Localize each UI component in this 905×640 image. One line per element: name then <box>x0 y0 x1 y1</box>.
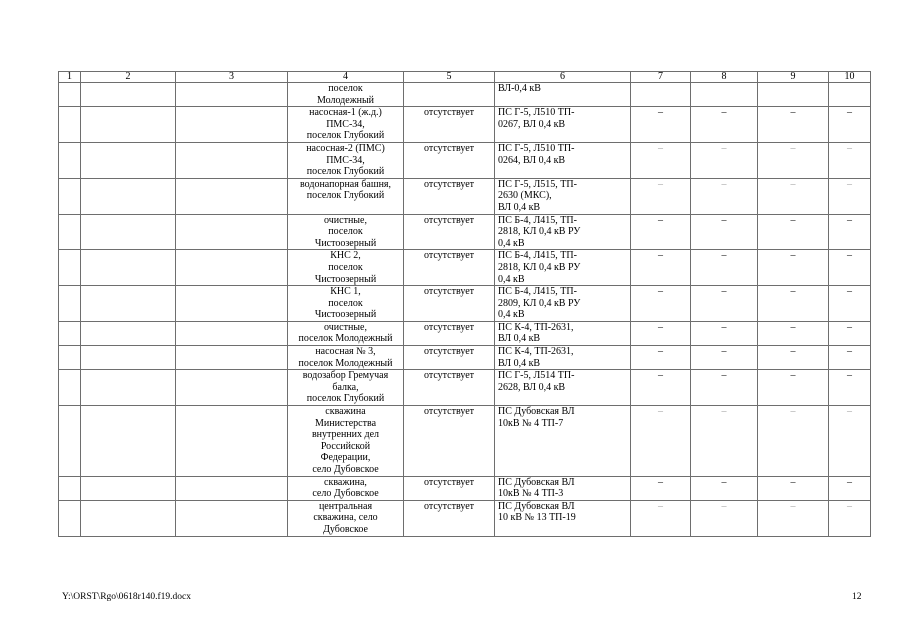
status-cell: отсутствует <box>404 500 495 536</box>
power-source-cell <box>495 346 631 370</box>
status-cell: отсутствует <box>404 286 495 322</box>
empty-cell <box>59 476 81 500</box>
dash-cell: – <box>691 476 758 500</box>
table-row <box>59 321 871 345</box>
column-header: 1 <box>59 72 81 83</box>
object-name-line: ПМС-34, <box>326 118 365 130</box>
power-source-line: 0267, ВЛ 0,4 кВ <box>498 118 566 130</box>
dash-cell: – <box>829 178 871 214</box>
empty-cell <box>176 476 288 500</box>
empty-cell <box>59 142 81 178</box>
dash-cell: – <box>829 476 871 500</box>
object-name-cell <box>288 142 404 178</box>
dash-cell: – <box>758 214 829 250</box>
empty-cell <box>81 406 176 477</box>
object-name-line: поселок <box>328 226 363 238</box>
object-name-cell <box>288 286 404 322</box>
object-name-cell <box>288 476 404 500</box>
object-name-line: Молодежный <box>316 94 375 106</box>
dash-cell: – <box>758 370 829 406</box>
column-header: 4 <box>288 72 404 83</box>
empty-cell <box>176 178 288 214</box>
dash-cell: – <box>829 370 871 406</box>
power-source-line: 10кВ № 4 ТП-7 <box>498 417 564 429</box>
dash-cell: – <box>758 107 829 143</box>
header-row <box>59 72 871 83</box>
power-source-line: ПС Б-4, Л415, ТП- <box>498 214 577 226</box>
power-source-line: ПС Дубовская ВЛ <box>498 500 575 512</box>
object-name-cell <box>288 321 404 345</box>
object-name-cell <box>288 214 404 250</box>
empty-cell <box>176 370 288 406</box>
object-name-line: Федерации, <box>320 452 371 464</box>
column-header: 10 <box>829 72 871 83</box>
table-row <box>59 142 871 178</box>
empty-cell <box>81 346 176 370</box>
empty-cell <box>81 142 176 178</box>
power-source-cell <box>495 178 631 214</box>
table-row <box>59 500 871 536</box>
power-source-line: ПС Дубовская ВЛ <box>498 406 575 418</box>
power-source-line: ПС Г-5, Л514 ТП- <box>498 370 575 382</box>
empty-cell <box>176 500 288 536</box>
empty-cell <box>81 286 176 322</box>
column-header: 6 <box>495 72 631 83</box>
object-name-line: поселок Молодежный <box>298 333 393 345</box>
empty-cell <box>176 286 288 322</box>
power-source-line: 2818, КЛ 0,4 кВ РУ <box>498 226 581 238</box>
object-name-line: насосная № 3, <box>315 346 376 358</box>
table-row <box>59 476 871 500</box>
dash-cell: – <box>631 250 691 286</box>
dash-cell: – <box>691 321 758 345</box>
object-name-line: КНС 1, <box>330 286 361 298</box>
page-number: 12 <box>852 592 862 602</box>
object-name-line: Министерства <box>314 417 377 429</box>
power-source-line: 10 кВ № 13 ТП-19 <box>498 512 576 524</box>
status-cell: отсутствует <box>404 406 495 477</box>
object-name-line: насосная-1 (ж.д.) <box>309 107 382 119</box>
dash-cell: – <box>829 321 871 345</box>
empty-cell <box>176 142 288 178</box>
dash-cell: – <box>829 346 871 370</box>
power-source-line: 2630 (МКС), <box>498 190 552 202</box>
power-source-line: 0,4 кВ <box>498 309 525 321</box>
object-name-line: водонапорная башня, <box>299 178 392 190</box>
table-row <box>59 406 871 477</box>
power-source-cell <box>495 476 631 500</box>
dash-cell: – <box>758 476 829 500</box>
object-name-line: скважина, село <box>313 512 378 524</box>
power-source-cell <box>495 107 631 143</box>
power-source-line: 2809, КЛ 0,4 кВ РУ <box>498 297 581 309</box>
empty-cell <box>59 83 81 107</box>
power-source-line: ПС Г-5, Л510 ТП- <box>498 107 575 119</box>
table-row <box>59 286 871 322</box>
dash-cell: – <box>631 476 691 500</box>
power-source-cell <box>495 214 631 250</box>
status-cell: отсутствует <box>404 107 495 143</box>
empty-cell <box>81 214 176 250</box>
status-cell: отсутствует <box>404 178 495 214</box>
table-row <box>59 107 871 143</box>
object-name-cell <box>288 83 404 107</box>
dash-cell: – <box>631 142 691 178</box>
power-source-line: ПС Б-4, Л415, ТП- <box>498 286 577 298</box>
power-source-line: 2628, ВЛ 0,4 кВ <box>498 381 566 393</box>
dash-cell: – <box>691 346 758 370</box>
empty-cell <box>59 346 81 370</box>
object-name-line: водозабор Гремучая <box>302 370 389 382</box>
object-name-line: внутренних дел <box>311 429 380 441</box>
empty-cell <box>81 178 176 214</box>
object-name-line: скважина <box>325 406 366 418</box>
empty-cell <box>176 346 288 370</box>
dash-cell: – <box>631 107 691 143</box>
dash-cell: – <box>758 142 829 178</box>
status-cell: отсутствует <box>404 142 495 178</box>
object-name-line: поселок Молодежный <box>298 357 393 369</box>
empty-cell <box>176 250 288 286</box>
empty-cell <box>176 406 288 477</box>
dash-cell: – <box>758 250 829 286</box>
object-name-line: Чистоозерный <box>314 309 377 321</box>
power-source-line: ПС К-4, ТП-2631, <box>498 321 574 333</box>
dash-cell: – <box>758 346 829 370</box>
dash-cell <box>829 83 871 107</box>
object-name-line: поселок <box>328 261 363 273</box>
dash-cell: – <box>758 406 829 477</box>
dash-cell: – <box>829 406 871 477</box>
power-source-cell <box>495 142 631 178</box>
column-header: 9 <box>758 72 829 83</box>
power-source-line: ВЛ 0,4 кВ <box>498 201 541 213</box>
object-name-cell <box>288 178 404 214</box>
object-name-line: очистные, <box>324 214 367 226</box>
object-name-line: центральная <box>318 500 373 512</box>
dash-cell: – <box>631 286 691 322</box>
status-cell: отсутствует <box>404 370 495 406</box>
dash-cell: – <box>829 286 871 322</box>
empty-cell <box>81 321 176 345</box>
object-name-cell <box>288 107 404 143</box>
table-body <box>59 83 871 537</box>
dash-cell: – <box>631 500 691 536</box>
empty-cell <box>81 476 176 500</box>
power-source-cell <box>495 286 631 322</box>
status-cell <box>404 83 495 107</box>
dash-cell: – <box>691 250 758 286</box>
power-source-line: 10кВ № 4 ТП-3 <box>498 488 564 500</box>
dash-cell: – <box>829 250 871 286</box>
object-name-line: поселок Глубокий <box>306 393 385 405</box>
dash-cell: – <box>758 178 829 214</box>
status-cell: отсутствует <box>404 214 495 250</box>
object-name-line: село Дубовское <box>312 464 379 475</box>
power-source-line: ВЛ-0,4 кВ <box>498 83 541 94</box>
object-name-cell <box>288 370 404 406</box>
empty-cell <box>176 321 288 345</box>
power-source-line: ПС Г-5, Л510 ТП- <box>498 142 575 154</box>
table-row <box>59 214 871 250</box>
empty-cell <box>81 250 176 286</box>
dash-cell: – <box>631 370 691 406</box>
power-source-line: ПС К-4, ТП-2631, <box>498 346 574 358</box>
empty-cell <box>59 321 81 345</box>
dash-cell: – <box>691 286 758 322</box>
dash-cell: – <box>758 321 829 345</box>
dash-cell: – <box>691 142 758 178</box>
power-source-line: ВЛ 0,4 кВ <box>498 333 541 345</box>
status-cell: отсутствует <box>404 321 495 345</box>
empty-cell <box>59 250 81 286</box>
status-cell: отсутствует <box>404 250 495 286</box>
empty-cell <box>59 370 81 406</box>
column-header: 8 <box>691 72 758 83</box>
object-name-line: насосная-2 (ПМС) <box>306 142 385 154</box>
object-name-line: село Дубовское <box>312 488 379 500</box>
table-row <box>59 250 871 286</box>
power-source-line: ВЛ 0,4 кВ <box>498 357 541 369</box>
power-source-line: 0264, ВЛ 0,4 кВ <box>498 154 566 166</box>
dash-cell: – <box>631 346 691 370</box>
power-source-cell <box>495 500 631 536</box>
empty-cell <box>59 500 81 536</box>
dash-cell: – <box>691 107 758 143</box>
object-name-line: КНС 2, <box>330 250 361 262</box>
empty-cell <box>176 83 288 107</box>
document-table <box>58 71 871 537</box>
empty-cell <box>59 178 81 214</box>
empty-cell <box>176 107 288 143</box>
document-path: Y:\ORST\Rgo\0618r140.f19.docx <box>62 592 191 602</box>
power-source-cell <box>495 250 631 286</box>
column-header: 5 <box>404 72 495 83</box>
object-name-cell <box>288 406 404 477</box>
column-header: 2 <box>81 72 176 83</box>
object-name-line: Чистоозерный <box>314 237 377 249</box>
column-header: 3 <box>176 72 288 83</box>
dash-cell: – <box>631 321 691 345</box>
empty-cell <box>81 500 176 536</box>
object-name-line: Дубовское <box>323 523 368 535</box>
table-row <box>59 370 871 406</box>
object-name-line: поселок Глубокий <box>306 130 385 142</box>
empty-cell <box>81 107 176 143</box>
empty-cell <box>59 107 81 143</box>
object-name-line: поселок <box>328 297 363 309</box>
dash-cell: – <box>691 370 758 406</box>
empty-cell <box>59 214 81 250</box>
dash-cell: – <box>691 214 758 250</box>
object-name-cell <box>288 250 404 286</box>
status-cell: отсутствует <box>404 476 495 500</box>
power-source-line: 0,4 кВ <box>498 237 525 249</box>
power-source-line: ПС Дубовская ВЛ <box>498 476 575 488</box>
power-source-cell <box>495 321 631 345</box>
object-name-line: Чистоозерный <box>314 273 377 285</box>
table-row <box>59 83 871 107</box>
dash-cell: – <box>631 178 691 214</box>
status-cell: отсутствует <box>404 346 495 370</box>
dash-cell: – <box>631 406 691 477</box>
power-source-cell <box>495 83 631 107</box>
dash-cell: – <box>691 406 758 477</box>
object-name-line: Российской <box>320 440 371 452</box>
object-name-line: скважина, <box>324 476 367 488</box>
power-source-line: 2818, КЛ 0,4 кВ РУ <box>498 261 581 273</box>
object-name-line: поселок <box>328 83 363 94</box>
dash-cell <box>691 83 758 107</box>
dash-cell <box>631 83 691 107</box>
power-source-line: ПС Б-4, Л415, ТП- <box>498 250 577 262</box>
object-name-line: поселок Глубокий <box>306 166 385 178</box>
power-source-line: 0,4 кВ <box>498 273 525 285</box>
dash-cell: – <box>829 107 871 143</box>
empty-cell <box>176 214 288 250</box>
dash-cell: – <box>758 500 829 536</box>
column-header: 7 <box>631 72 691 83</box>
dash-cell: – <box>631 214 691 250</box>
empty-cell <box>59 286 81 322</box>
power-source-cell <box>495 406 631 477</box>
dash-cell <box>758 83 829 107</box>
object-name-line: ПМС-34, <box>326 154 365 166</box>
empty-cell <box>81 370 176 406</box>
dash-cell: – <box>829 500 871 536</box>
table-row <box>59 178 871 214</box>
object-name-cell <box>288 346 404 370</box>
object-name-cell <box>288 500 404 536</box>
object-name-line: поселок Глубокий <box>306 190 385 202</box>
dash-cell: – <box>829 142 871 178</box>
power-source-cell <box>495 370 631 406</box>
power-source-line: ПС Г-5, Л515, ТП- <box>498 178 577 190</box>
table-row <box>59 346 871 370</box>
dash-cell: – <box>758 286 829 322</box>
dash-cell: – <box>691 178 758 214</box>
empty-cell <box>59 406 81 477</box>
dash-cell: – <box>691 500 758 536</box>
object-name-line: очистные, <box>324 321 367 333</box>
empty-cell <box>81 83 176 107</box>
dash-cell: – <box>829 214 871 250</box>
object-name-line: балка, <box>332 381 359 393</box>
